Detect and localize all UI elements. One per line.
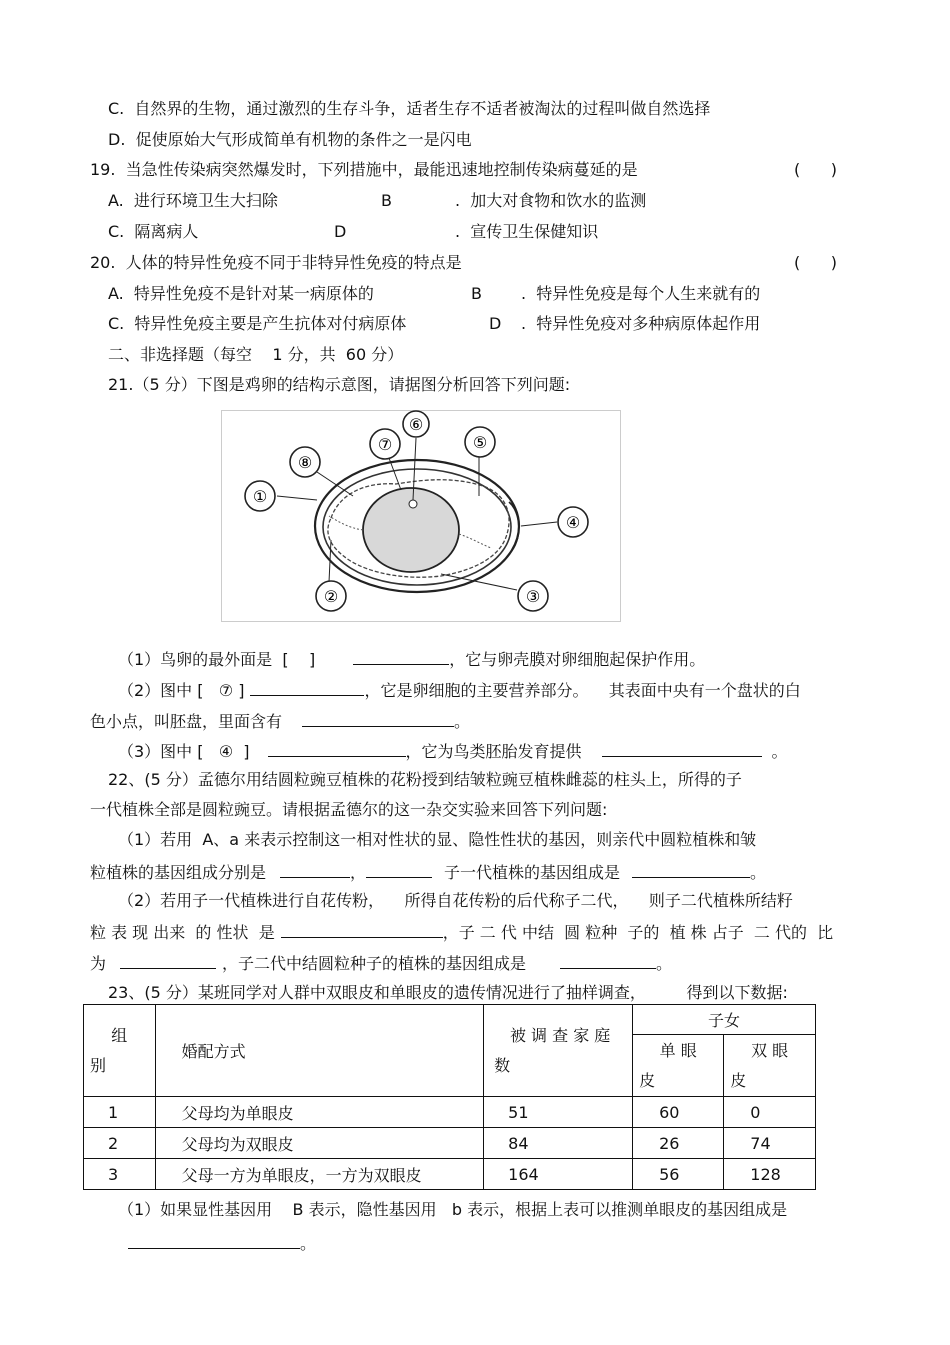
- cell-mode: 父母均为单眼皮: [155, 1097, 484, 1128]
- label-1: [245, 481, 275, 511]
- q22-part2-line2: [90, 921, 833, 943]
- cell-group: 3: [84, 1159, 156, 1190]
- q22-part2-text2: ，子 二 代 中结 圆 粒种 子的 植 株 占子 二 代的 比: [442, 923, 834, 942]
- cell-single: 56: [633, 1159, 724, 1190]
- cell-count: 164: [484, 1159, 633, 1190]
- q22-part2-blank2[interactable]: [120, 952, 216, 969]
- q23-stem: 23、(5 分）某班同学对人群中双眼皮和单眼皮的遗传情况进行了抽样调查， 得到以下数据:: [108, 983, 788, 1002]
- cell-mode: 父母一方为单眼皮，一方为双眼皮: [155, 1159, 484, 1190]
- q23-part1: （1）如果显性基因用 B 表示，隐性基因用 b 表示，根据上表可以推测单眼皮的基因组成是: [118, 1200, 788, 1219]
- q21-part2-blank2[interactable]: [302, 710, 454, 727]
- q21-part2-prefix: （2）图中 [ ⑦ ]: [118, 681, 245, 700]
- q22-part1-end: 。: [750, 863, 767, 882]
- q22-part1-text2: 子一代植株的基因组成是: [444, 863, 621, 882]
- header-mode: 婚配方式: [155, 1005, 484, 1097]
- header-family-count: 被 调 查 家 庭 数: [484, 1005, 633, 1097]
- q19-option-c: C. 隔离病人: [108, 222, 199, 241]
- label-5: [465, 427, 495, 457]
- svg-text:③: ③: [525, 587, 541, 606]
- label-8: [290, 447, 320, 477]
- header-children: 子女: [633, 1005, 816, 1035]
- q21-part1: [118, 648, 705, 670]
- q18-option-d: D. 促使原始大气形成简单有机物的条件之一是闪电: [108, 130, 472, 149]
- q21-part2-blank[interactable]: [250, 679, 364, 696]
- label-3: [518, 581, 548, 611]
- svg-text:②: ②: [323, 587, 339, 606]
- label-6: [403, 411, 429, 437]
- q22-part2-blank3[interactable]: [560, 952, 656, 969]
- survey-table: [83, 1004, 816, 1190]
- cell-single: 60: [633, 1097, 724, 1128]
- header-group: 组 别: [84, 1005, 156, 1097]
- q21-part2-suffix: ，它是卵细胞的主要营养部分。 其表面中央有一个盘状的白: [364, 681, 801, 700]
- q22-part2-end: 。: [656, 954, 673, 973]
- cell-double: 74: [724, 1128, 816, 1159]
- q21-part3: [118, 740, 788, 762]
- table-row: [84, 1097, 816, 1128]
- q22-part2-text4: ，子二代中结圆粒种子的植株的基因组成是: [222, 954, 527, 973]
- cell-group: 2: [84, 1128, 156, 1159]
- q21-part2-end: 。: [454, 712, 471, 731]
- cell-group: 1: [84, 1097, 156, 1128]
- svg-text:⑦: ⑦: [377, 435, 393, 454]
- q22-line2: 一代植株全部是圆粒豌豆。请根据孟德尔的这一杂交实验来回答下列问题:: [90, 800, 608, 819]
- svg-text:①: ①: [252, 487, 268, 506]
- label-7: [370, 429, 400, 459]
- q21-part2-line2: [90, 710, 470, 732]
- q19-option-b-letter: B: [381, 191, 392, 210]
- label-4: [558, 507, 588, 537]
- q19-answer-bracket: ( ): [794, 160, 837, 179]
- q19-option-d: . 宣传卫生保健知识: [455, 222, 599, 241]
- q19-stem: 19. 当急性传染病突然爆发时，下列措施中，最能迅速地控制传染病蔓延的是: [90, 160, 638, 179]
- cell-double: 128: [724, 1159, 816, 1190]
- germinal-disc: [409, 500, 417, 508]
- cell-count: 51: [484, 1097, 633, 1128]
- q22-part1-line2: [90, 861, 766, 883]
- q20-answer-bracket: ( ): [794, 253, 837, 272]
- svg-text:⑧: ⑧: [297, 453, 313, 472]
- section-2-heading: 二、非选择题（每空 1 分，共 60 分）: [108, 345, 404, 364]
- q21-part1-suffix: ，它与卵壳膜对卵细胞起保护作用。: [449, 650, 706, 669]
- q20-option-c: C. 特异性免疫主要是产生抗体对付病原体: [108, 314, 407, 333]
- q22-line1: 22、(5 分）孟德尔用结圆粒豌豆植株的花粉授到结皱粒豌豆植株雌蕊的柱头上，所得的子: [108, 770, 742, 789]
- q21-part3-blank[interactable]: [268, 740, 406, 757]
- q20-option-b-letter: B: [471, 284, 482, 303]
- svg-text:④: ④: [565, 513, 581, 532]
- q19-option-a: A. 进行环境卫生大扫除: [108, 191, 278, 210]
- cell-single: 26: [633, 1128, 724, 1159]
- q22-part2-line1: （2）若用子一代植株进行自花传粉， 所得自花传粉的后代称子二代， 则子二代植株所结籽: [118, 891, 793, 910]
- q21-part2: [118, 679, 801, 701]
- q23-part1-blank[interactable]: [128, 1232, 300, 1249]
- q21-part3-mid: ，它为鸟类胚胎发育提供: [405, 742, 582, 761]
- q22-part2-text3: 为: [90, 954, 107, 973]
- header-single-eyelid: 单 眼 皮: [633, 1035, 724, 1097]
- q21-part1-blank[interactable]: [353, 648, 449, 665]
- q21-stem: 21.（5 分）下图是鸡卵的结构示意图，请据图分析回答下列问题:: [108, 375, 571, 394]
- q19-option-d-letter: D: [334, 222, 347, 241]
- q21-part3-end: 。: [771, 742, 788, 761]
- q19-option-b: . 加大对食物和饮水的监测: [455, 191, 647, 210]
- q20-option-d-letter: D: [489, 314, 502, 333]
- q22-part2-blank1[interactable]: [281, 921, 443, 938]
- q22-part1-line1: （1）若用 A、a 来表示控制这一相对性状的显、隐性性状的基因，则亲代中圆粒植株和皱: [118, 830, 757, 849]
- q20-stem: 20. 人体的特异性免疫不同于非特异性免疫的特点是: [90, 253, 462, 272]
- table-row: [84, 1159, 816, 1190]
- q22-part1-blank1[interactable]: [280, 861, 350, 878]
- q20-option-d: . 特异性免疫对多种病原体起作用: [521, 314, 761, 333]
- table-row: [84, 1128, 816, 1159]
- label-2: [316, 581, 346, 611]
- q22-part1-blank3[interactable]: [632, 861, 750, 878]
- header-double-eyelid: 双 眼 皮: [724, 1035, 816, 1097]
- q21-part2-cont: 色小点，叫胚盘，里面含有: [90, 712, 283, 731]
- q20-option-a: A. 特异性免疫不是针对某一病原体的: [108, 284, 374, 303]
- q21-part1-prefix: （1）鸟卵的最外面是 [ ]: [118, 650, 316, 669]
- q18-option-c: C. 自然界的生物，通过激烈的生存斗争，适者生存不适者被淘汰的过程叫做自然选择: [108, 99, 711, 118]
- q20-option-b: . 特异性免疫是每个人生来就有的: [521, 284, 761, 303]
- cell-count: 84: [484, 1128, 633, 1159]
- q22-part1-comma: ，: [350, 863, 367, 882]
- q22-part1-text: 粒植株的基因组成分别是: [90, 863, 267, 882]
- cell-mode: 父母均为双眼皮: [155, 1128, 484, 1159]
- q22-part2-line3: [90, 952, 672, 974]
- q22-part1-blank2[interactable]: [366, 861, 432, 878]
- q21-part3-prefix: （3）图中 [ ④ ]: [118, 742, 250, 761]
- q23-part1-answer: [128, 1232, 316, 1254]
- q21-part3-blank2[interactable]: [602, 740, 762, 757]
- svg-text:⑥: ⑥: [408, 415, 424, 434]
- q23-part1-end: 。: [300, 1234, 317, 1253]
- egg-structure-diagram: [221, 410, 621, 622]
- cell-double: 0: [724, 1097, 816, 1128]
- q22-part2-text: 粒 表 现 出来 的 性状 是: [90, 923, 275, 942]
- egg-structure-svg: [221, 410, 621, 622]
- svg-text:⑤: ⑤: [472, 433, 488, 452]
